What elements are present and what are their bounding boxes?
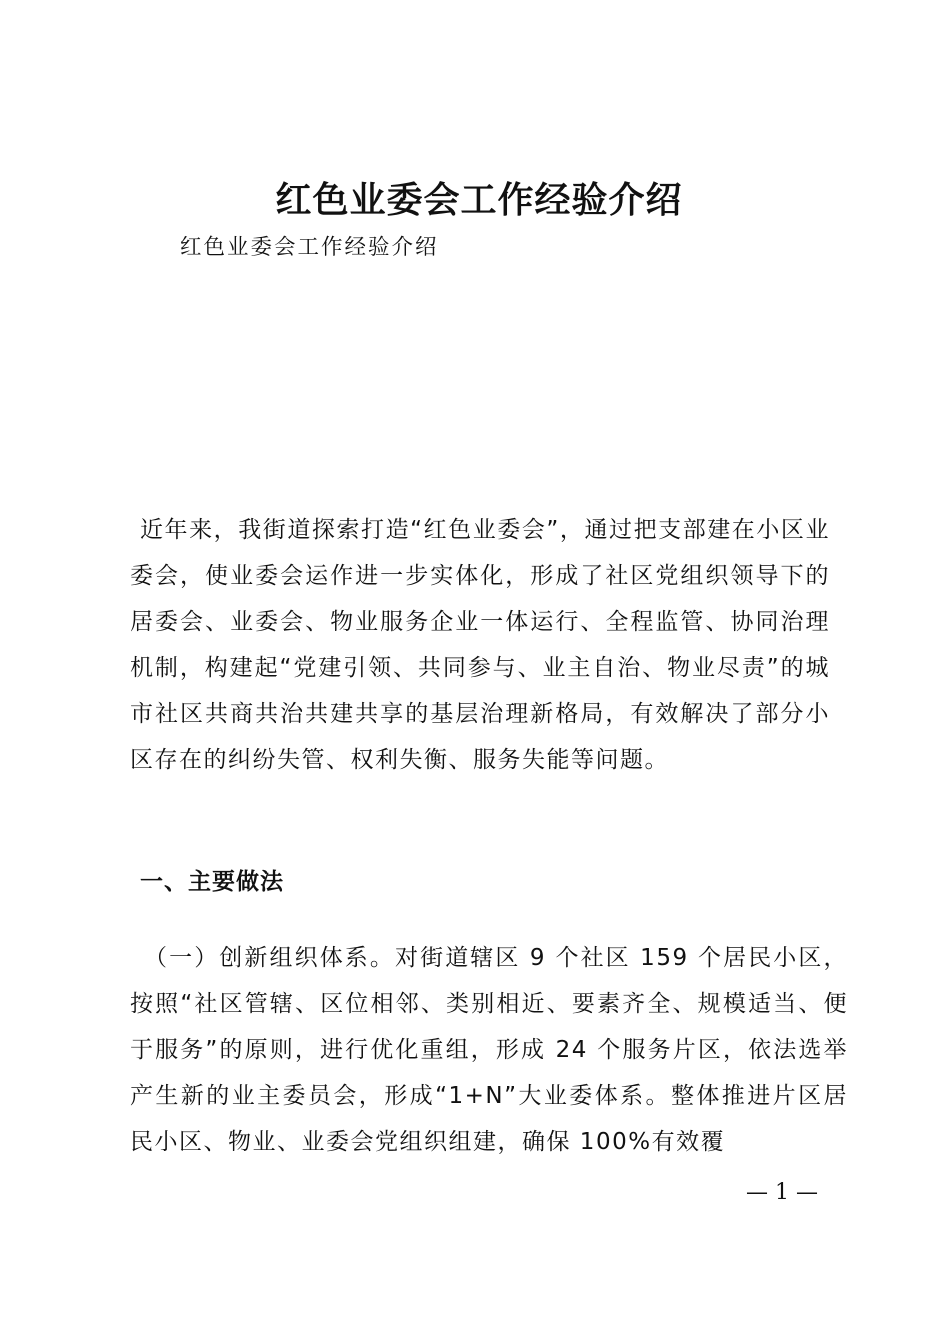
intro-paragraph: 近年来，我街道探索打造“红色业委会”，通过把支部建在小区业委会，使业委会运作进一步实体化，形成了社区党组织领导下的居委会、业委会、物业服务企业一体运行、全程监管、协同治理机制，构建起“党建引领、共同参与、业主自治、物业尽责”的城市社区共商共治共建共享的基层治理新格局，有效解决了部分小区存在的纠纷失管、权利失衡、服务失能等问题。 [130, 517, 830, 773]
document-title: 红色业委会工作经验介绍 [275, 179, 683, 221]
page-number: — 1 — [746, 1180, 818, 1205]
section-paragraph: （一）创新组织体系。对街道辖区 9 个社区 159 个居民小区，按照“社区管辖、区位相邻、类别相近、要素齐全、规模适当、便于服务”的原则，进行优化重组，形成 24 个服务片区，依法选举产生新的业主委员会，形成“1+N”大业委体系。整体推进片区居民小区、物业、业委会党组织组建，确保 100%有效覆 [130, 945, 848, 1155]
document-subtitle: 红色业委会工作经验介绍 [180, 235, 439, 260]
section-heading: 一、主要做法 [140, 869, 284, 895]
